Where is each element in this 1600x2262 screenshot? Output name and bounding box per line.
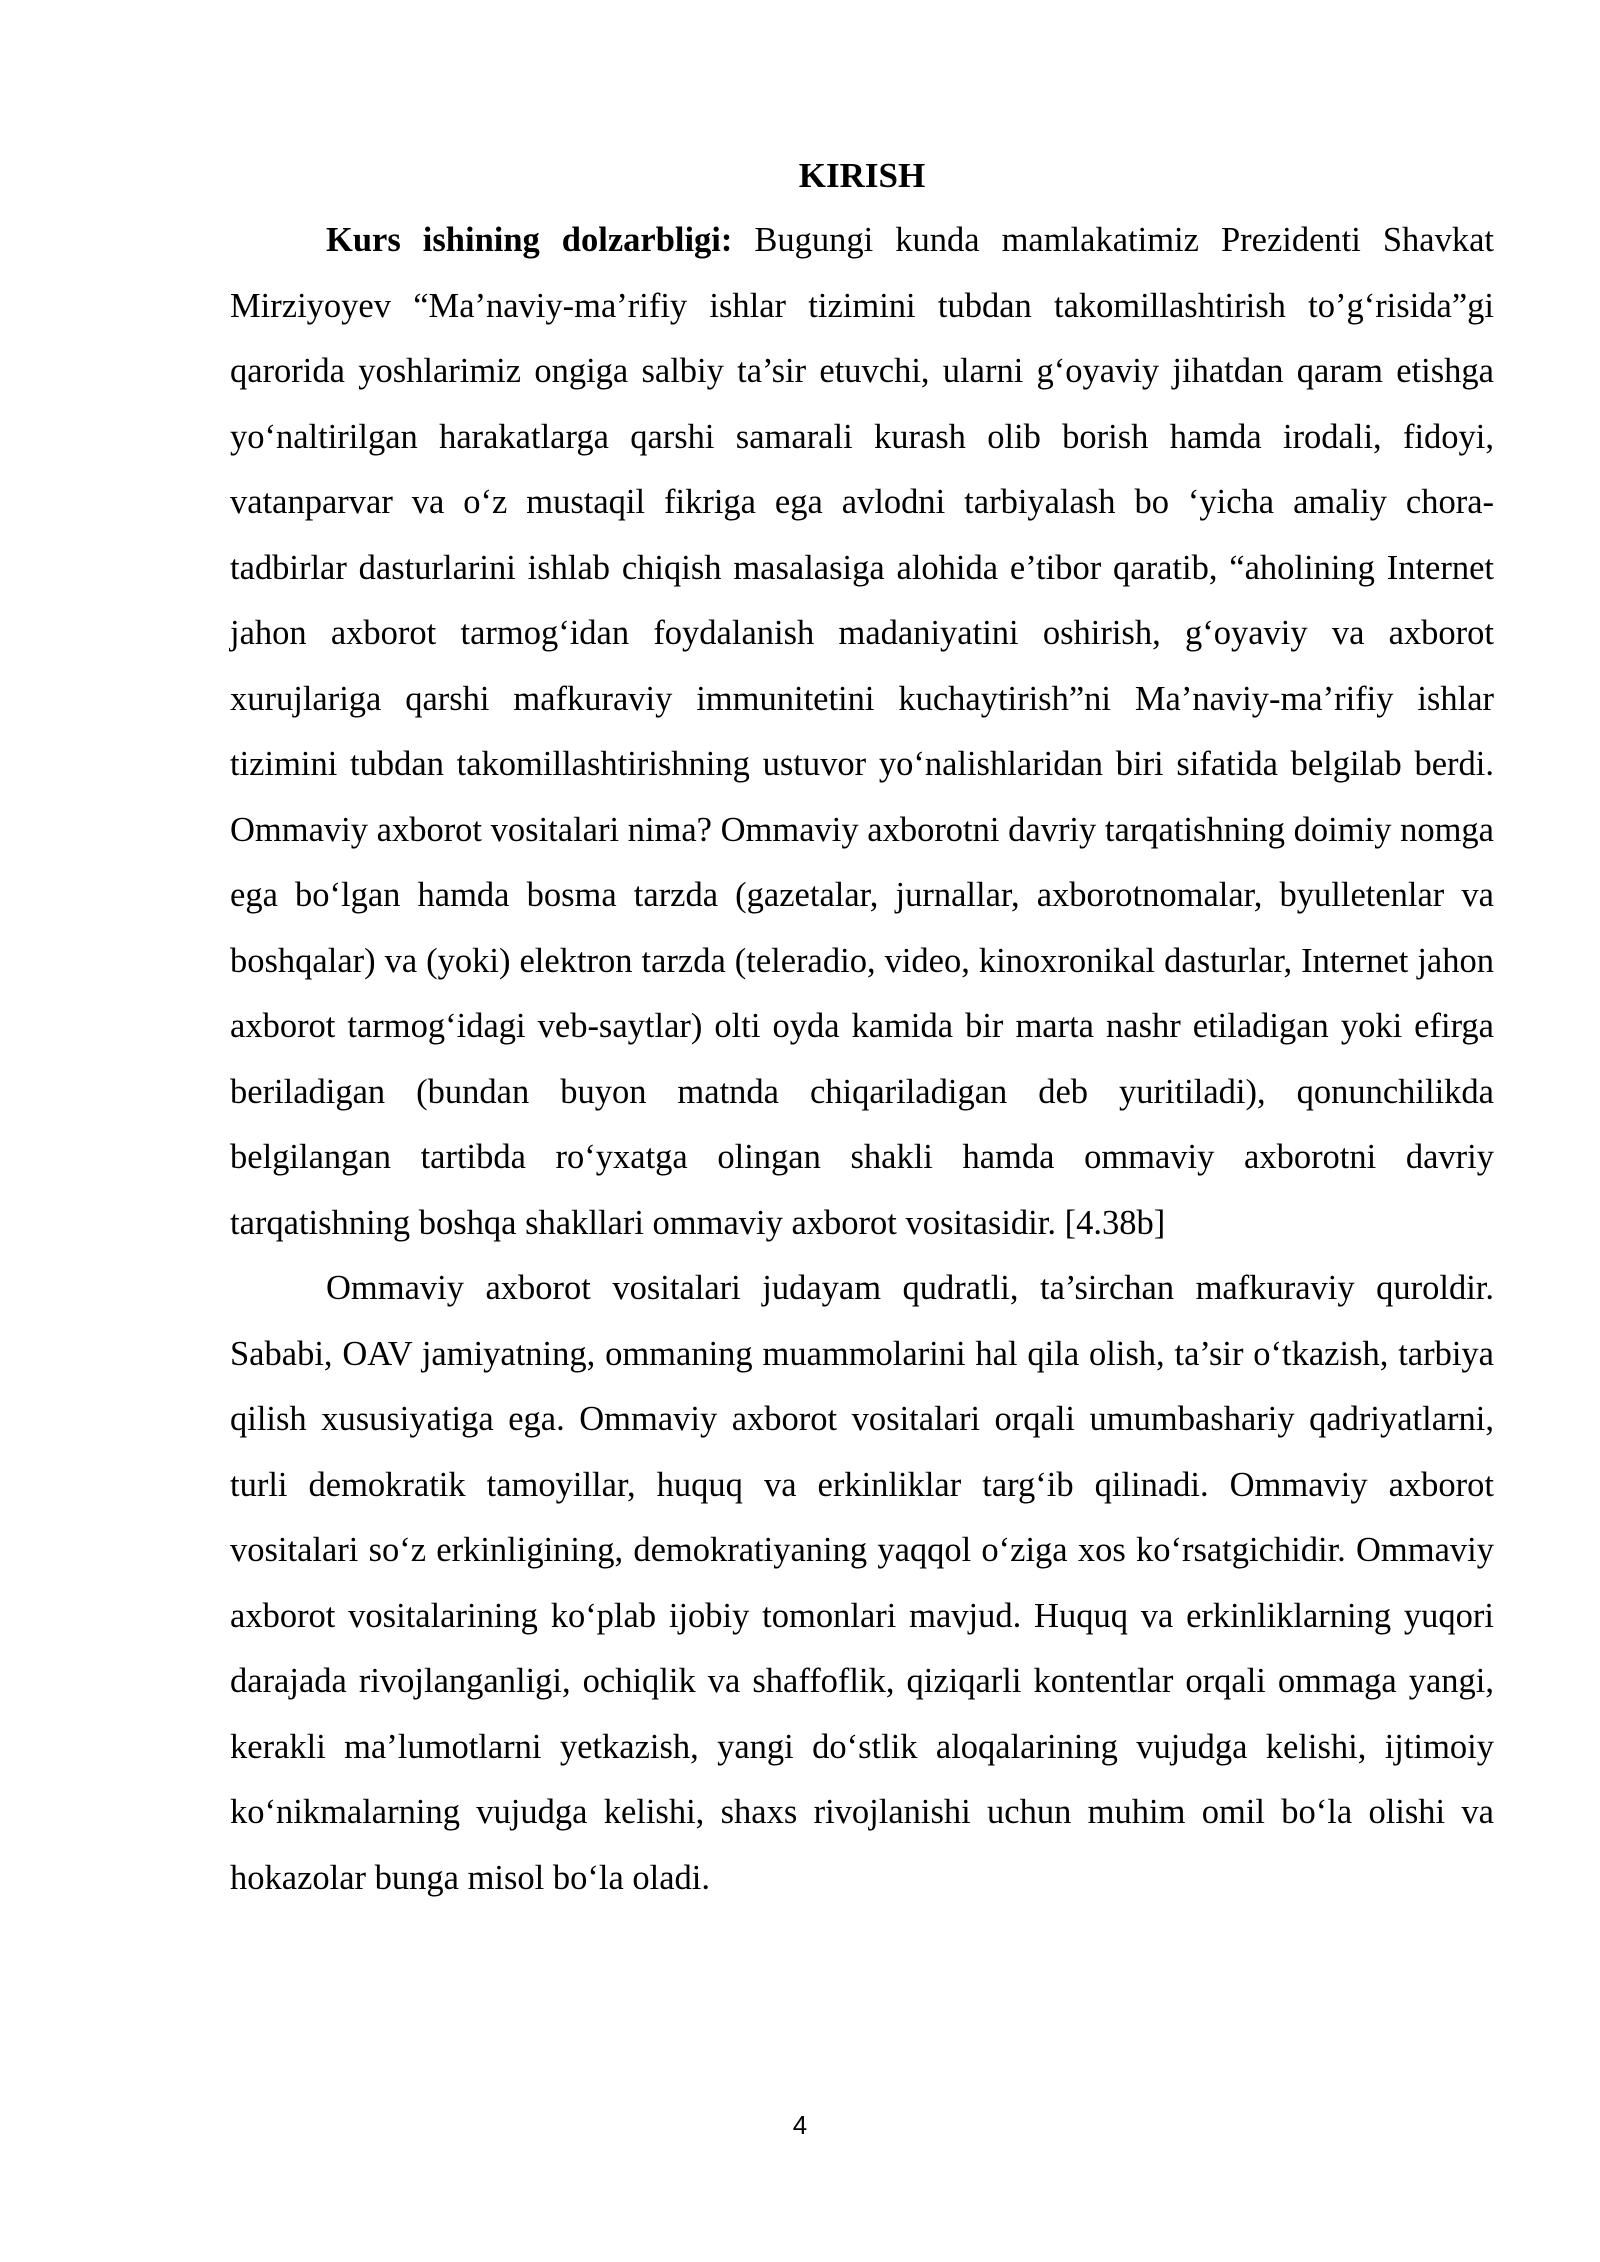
paragraph-text: Bugungi kunda mamlakatimiz Prezidenti Shavkat Mirziyoyev “Ma’naviy-ma’rifiy ishlar tizimini tubdan takomillashtirish to’g‘risida”gi qarorida yoshlarimiz ongiga salbiy ta’sir etuvchi, ularni g‘oyaviy jihatdan qaram etishga yo‘naltirilgan harakatlarga qarshi samarali kurash olib borish hamda irodali, fidoyi, vatanparvar va o‘z mustaqil fikriga ega avlodni tarbiyalash bo ‘yicha amaliy chora-tadbirlar dasturlarini ishlab chiqish masalasiga alohida e’tibor qaratib, “aholining Internet jahon axborot tarmog‘idan foydalanish madaniyatini oshirish, g‘oyaviy va axborot xurujlariga qarshi mafkuraviy immunitetini kuchaytirish”ni Ma’naviy-ma’rifiy ishlar tizimini tubdan takomillashtirishning ustuvor yo‘nalishlaridan biri sifatida belgilab berdi. Ommaviy axborot vositalari nima? Ommaviy axborotni davriy tarqatishning doimiy nomga ega bo‘lgan hamda bosma tarzda (gazetalar, jurnallar, axborotnomalar, byulletenlar va boshqalar) va (yoki) elektron tarzda (teleradio, video, kinoxronikal dasturlar, Internet jahon axborot tarmog‘idagi veb-saytlar) olti oyda kamida bir marta nashr etiladigan yoki efirga beriladigan (bundan buyon matnda chiqariladigan deb yuritiladi), qonunchilikda belgilangan tartibda ro‘yxatga olingan shakli hamda ommaviy axborotni davriy tarqatishning boshqa shakllari ommaviy axborot vositasidir. [4.38b]	[230, 221, 1494, 1242]
paragraph-text: Ommaviy axborot vositalari judayam qudratli, ta’sirchan mafkuraviy quroldir. Sababi, OAV jamiyatning, ommaning muammolarini hal qila olish, ta’sir o‘tkazish, tarbiya qilish xususiyatiga ega. Ommaviy axborot vositalari orqali umumbashariy qadriyatlarni, turli demokratik tamoyillar, huquq va erkinliklar targ‘ib qilinadi. Ommaviy axborot vositalari so‘z erkinligining, demokratiyaning yaqqol o‘ziga xos ko‘rsatgichidir. Ommaviy axborot vositalarining ko‘plab ijobiy tomonlari mavjud. Huquq va erkinliklarning yuqori darajada rivojlanganligi, ochiqlik va shaffoflik, qiziqarli kontentlar orqali ommaga yangi, kerakli ma’lumotlarni yetkazish, yangi do‘stlik aloqalarining vujudga kelishi, ijtimoiy ko‘nikmalarning vujudga kelishi, shaxs rivojlanishi uchun muhim omil bo‘la olishi va hokazolar bunga misol bo‘la oladi.	[230, 1269, 1494, 1897]
paragraph-media	[230, 1256, 1494, 1911]
document-body	[230, 148, 1494, 1911]
page-number: 4	[792, 2110, 808, 2140]
section-heading: KIRISH	[798, 156, 926, 195]
paragraph-lead: Kurs ishining dolzarbligi:	[326, 221, 733, 259]
paragraph-relevance	[230, 208, 1494, 1256]
